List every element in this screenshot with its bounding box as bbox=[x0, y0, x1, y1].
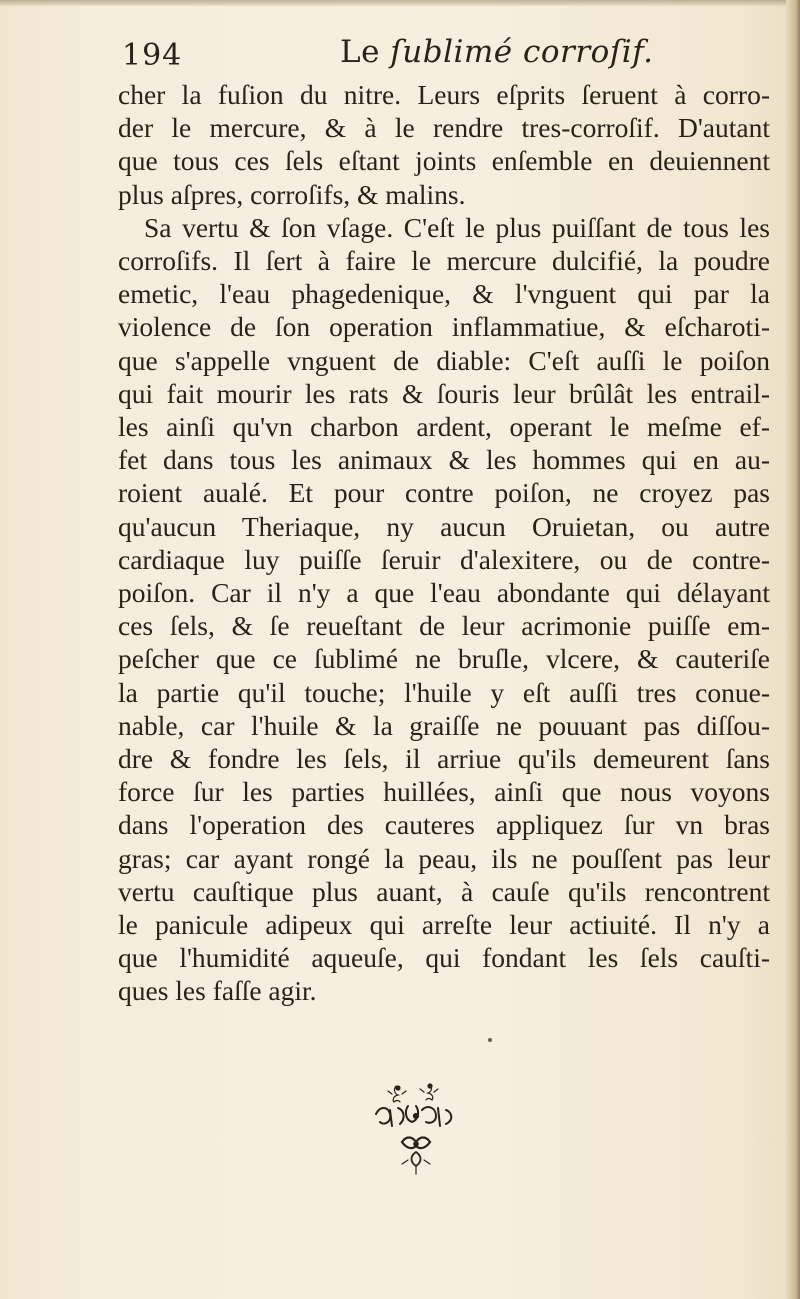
text-line: vertu cauſtique plus auant, à cauſe qu'ils rencontrent bbox=[118, 875, 770, 907]
text-line: fet dans tous les animaux & les hommes qui en au- bbox=[118, 444, 770, 476]
text-line: gras; car ayant rongé la peau, ils ne pouſſent pas leur bbox=[118, 842, 770, 874]
page-top-edge bbox=[0, 0, 800, 6]
page-number: 194 bbox=[122, 38, 183, 73]
text-line: les ainſi qu'vn charbon ardent, operant le meſme ef- bbox=[118, 411, 770, 443]
text-line: qui fait mourir les rats & ſouris leur brûlât les entrail- bbox=[118, 377, 770, 409]
text-line: cardiaque luy puiſſe ſeruir d'alexitere, ou de contre- bbox=[118, 543, 770, 575]
text-line: dre & fondre les ſels, il arriue qu'ils demeurent ſans bbox=[118, 743, 770, 775]
text-line: que tous ces ſels eſtant joints enſemble en deuiennent bbox=[118, 145, 770, 177]
running-head bbox=[340, 34, 653, 70]
text-line: violence de ſon operation inflammatiue, & eſcharoti- bbox=[118, 311, 770, 343]
text-line: que s'appelle vnguent de diable: C'eſt auſſi le poiſon bbox=[118, 344, 770, 376]
ink-speck-icon bbox=[486, 1036, 494, 1044]
body-text bbox=[118, 78, 770, 1008]
text-line: dans l'operation des cauteres appliquez ſur vn bras bbox=[118, 809, 770, 841]
text-line: poiſon. Car il n'y a que l'eau abondante qui délayant bbox=[118, 577, 770, 609]
text-line: roient aualé. Et pour contre poiſon, ne croyez pas bbox=[118, 477, 770, 509]
running-head-title: ſublimé corroſif. bbox=[390, 34, 654, 70]
text-line: emetic, l'eau phagedenique, & l'vnguent qui par la bbox=[118, 278, 770, 310]
text-line: peſcher que ce ſublimé ne bruſle, vlcere, & cauteriſe bbox=[118, 643, 770, 675]
text-line: der le mercure, & à le rendre tres-corroſif. D'autant bbox=[118, 112, 770, 144]
text-line: plus aſpres, corroſifs, & malins. bbox=[118, 178, 466, 210]
text-line: la partie qu'il touche; l'huile y eſt auſſi tres conue- bbox=[118, 676, 770, 708]
text-line: force ſur les parties huillées, ainſi que nous voyons bbox=[118, 776, 770, 808]
text-line: cher la fuſion du nitre. Leurs eſprits ſeruent à corro- bbox=[118, 79, 770, 110]
text-line: ques les faſſe agir. bbox=[118, 975, 317, 1007]
text-line: ces ſels, & ſe reueſtant de leur acrimonie puiſſe em- bbox=[118, 610, 770, 642]
text-line: le panicule adipeux qui arreſte leur actiuité. Il n'y a bbox=[118, 909, 770, 941]
text-line: qu'aucun Theriaque, ny aucun Oruietan, ou autre bbox=[118, 510, 770, 542]
fleuron-ornament-icon bbox=[368, 1080, 464, 1180]
text-line: nable, car l'huile & la graiſſe ne pouuant pas diſſou- bbox=[118, 709, 770, 741]
page-right-edge bbox=[786, 0, 800, 1299]
running-head-lead: Le bbox=[340, 34, 380, 70]
text-line: corroſifs. Il ſert à faire le mercure dulcifié, la poudre bbox=[118, 245, 770, 277]
text-line: que l'humidité aqueuſe, qui fondant les ſels cauſti- bbox=[118, 942, 770, 974]
text-line-paragraph-start: Sa vertu & ſon vſage. C'eſt le plus puiſſant de tous les bbox=[144, 211, 770, 243]
